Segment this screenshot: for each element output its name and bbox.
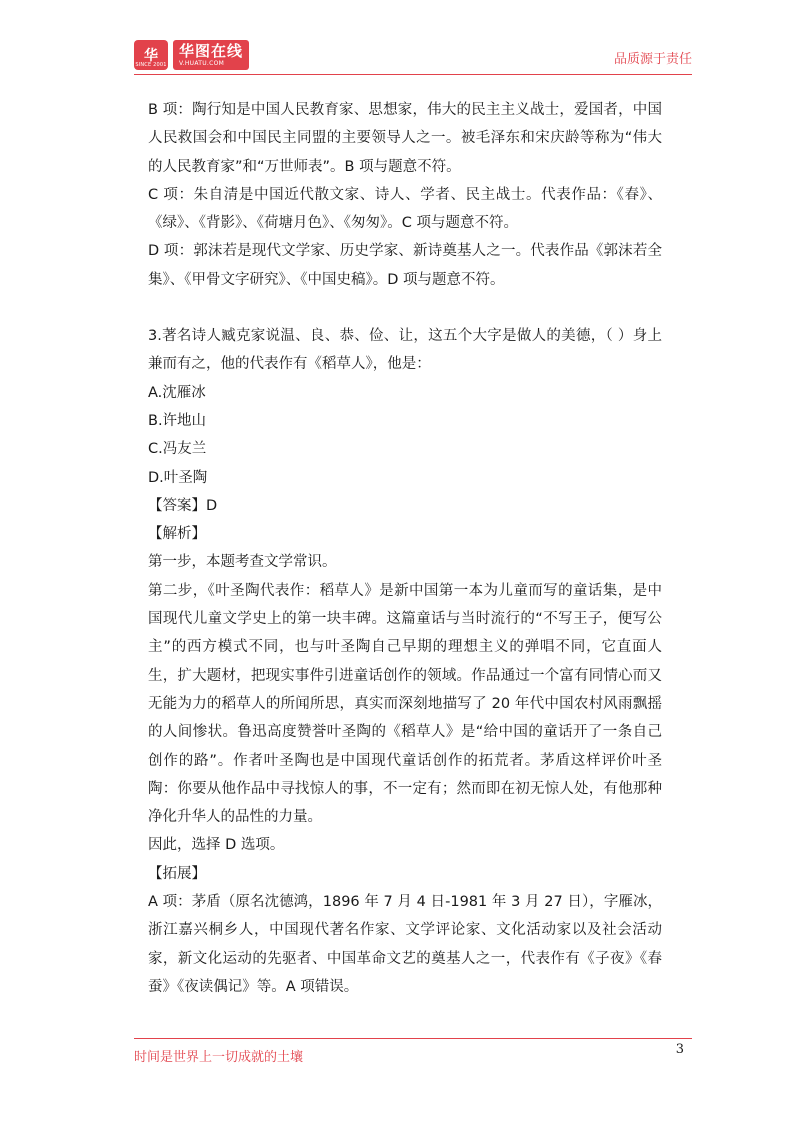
option-c: C.冯友兰 [148,441,207,458]
option-b: B.许地山 [148,412,207,429]
extension-option-a: A 项：茅盾（原名沈德鸿，1896 年 7 月 4 日-1981 年 3 月 27 日），字雁冰，浙江嘉兴桐乡人，中国现代著名作家、文学评论家、文化活动家以及社会活动家，新文化运动的先驱者、中国革命文艺的奠基人之一，代表作有《子夜》《春蚕》《夜读偶记》等。A 项错误。 [148,894,662,995]
paragraph-option-c: C 项：朱自清是中国近代散文家、诗人、学者、民主战士。代表作品：《春》、《绿》、《背影》、《荷塘月色》、《匆匆》。C 项与题意不符。 [148,186,662,232]
analysis-heading: 【解析】 [148,526,206,543]
analysis-step-1: 第一步，本题考查文学常识。 [148,554,337,571]
paragraph-option-d: D 项：郭沫若是现代文学家、历史学家、新诗奠基人之一。代表作品《郭沫若全集》、《甲骨文字研究》、《中国史稿》。D 项与题意不符。 [148,243,662,288]
logo-name: 华图在线 [179,41,244,60]
header-slogan: 品质源于责任 [613,52,692,67]
option-a: A.沈雁冰 [148,384,206,401]
logo-mark-icon [134,40,168,70]
logo-url: V.HUATU.COM [179,59,225,67]
extension-heading: 【拓展】 [148,865,206,882]
logo-text [173,40,249,70]
footer-motto: 时间是世界上一切成就的土壤 [134,1050,304,1065]
option-d: D.叶圣陶 [148,469,208,486]
spacer [148,294,662,322]
question-text: 3.著名诗人臧克家说温、良、恭、俭、让，这五个大字是做人的美德，（ ）身上兼而有之，他的代表作有《稻草人》，他是： [148,328,662,373]
analysis-conclusion: 因此，选择 D 选项。 [148,837,285,854]
footer-divider [134,1038,692,1039]
analysis-step-2: 第二步，《叶圣陶代表作：稻草人》是新中国第一本为儿童而写的童话集，是中国现代儿童文学史上的第一块丰碑。这篇童话与当时流行的“不写王子，便写公主”的西方模式不同，也与叶圣陶自己早期的理想主义的弹唱不同，它直面人生，扩大题材，把现实事件引进童话创作的领域。作品通过一个富有同情心而又无能为力的稻草人的所闻所思，真实而深刻地描写了 20 年代中国农村风雨飘摇的人间惨状。鲁迅高度赞誉叶圣陶的《稻草人》是“给中国的童话开了一条自己创作的路”。作者叶圣陶也是中国现代童话创作的拓荒者。茅盾这样评价叶圣陶：你要从他作品中寻找惊人的事，不一定有；然而即在初无惊人处，有他那种净化升华人的品性的力量。 [148,582,662,826]
logo-mark-glyph: 华 [144,48,158,64]
paragraph-option-b: B 项：陶行知是中国人民教育家、思想家，伟大的民主主义战士，爱国者，中国人民救国会和中国民主同盟的主要领导人之一。被毛泽东和宋庆龄等称为“伟大的人民教育家”和“万世师表”。B 项与题意不符。 [148,102,662,175]
header-divider [134,74,692,75]
document-body [148,96,662,1001]
answer-line: 【答案】D [148,497,218,514]
page-header [134,38,692,74]
page-number: 3 [675,1042,684,1057]
logo-mark-sub: SINCE 2001 [135,62,167,68]
huatu-logo [134,40,249,70]
